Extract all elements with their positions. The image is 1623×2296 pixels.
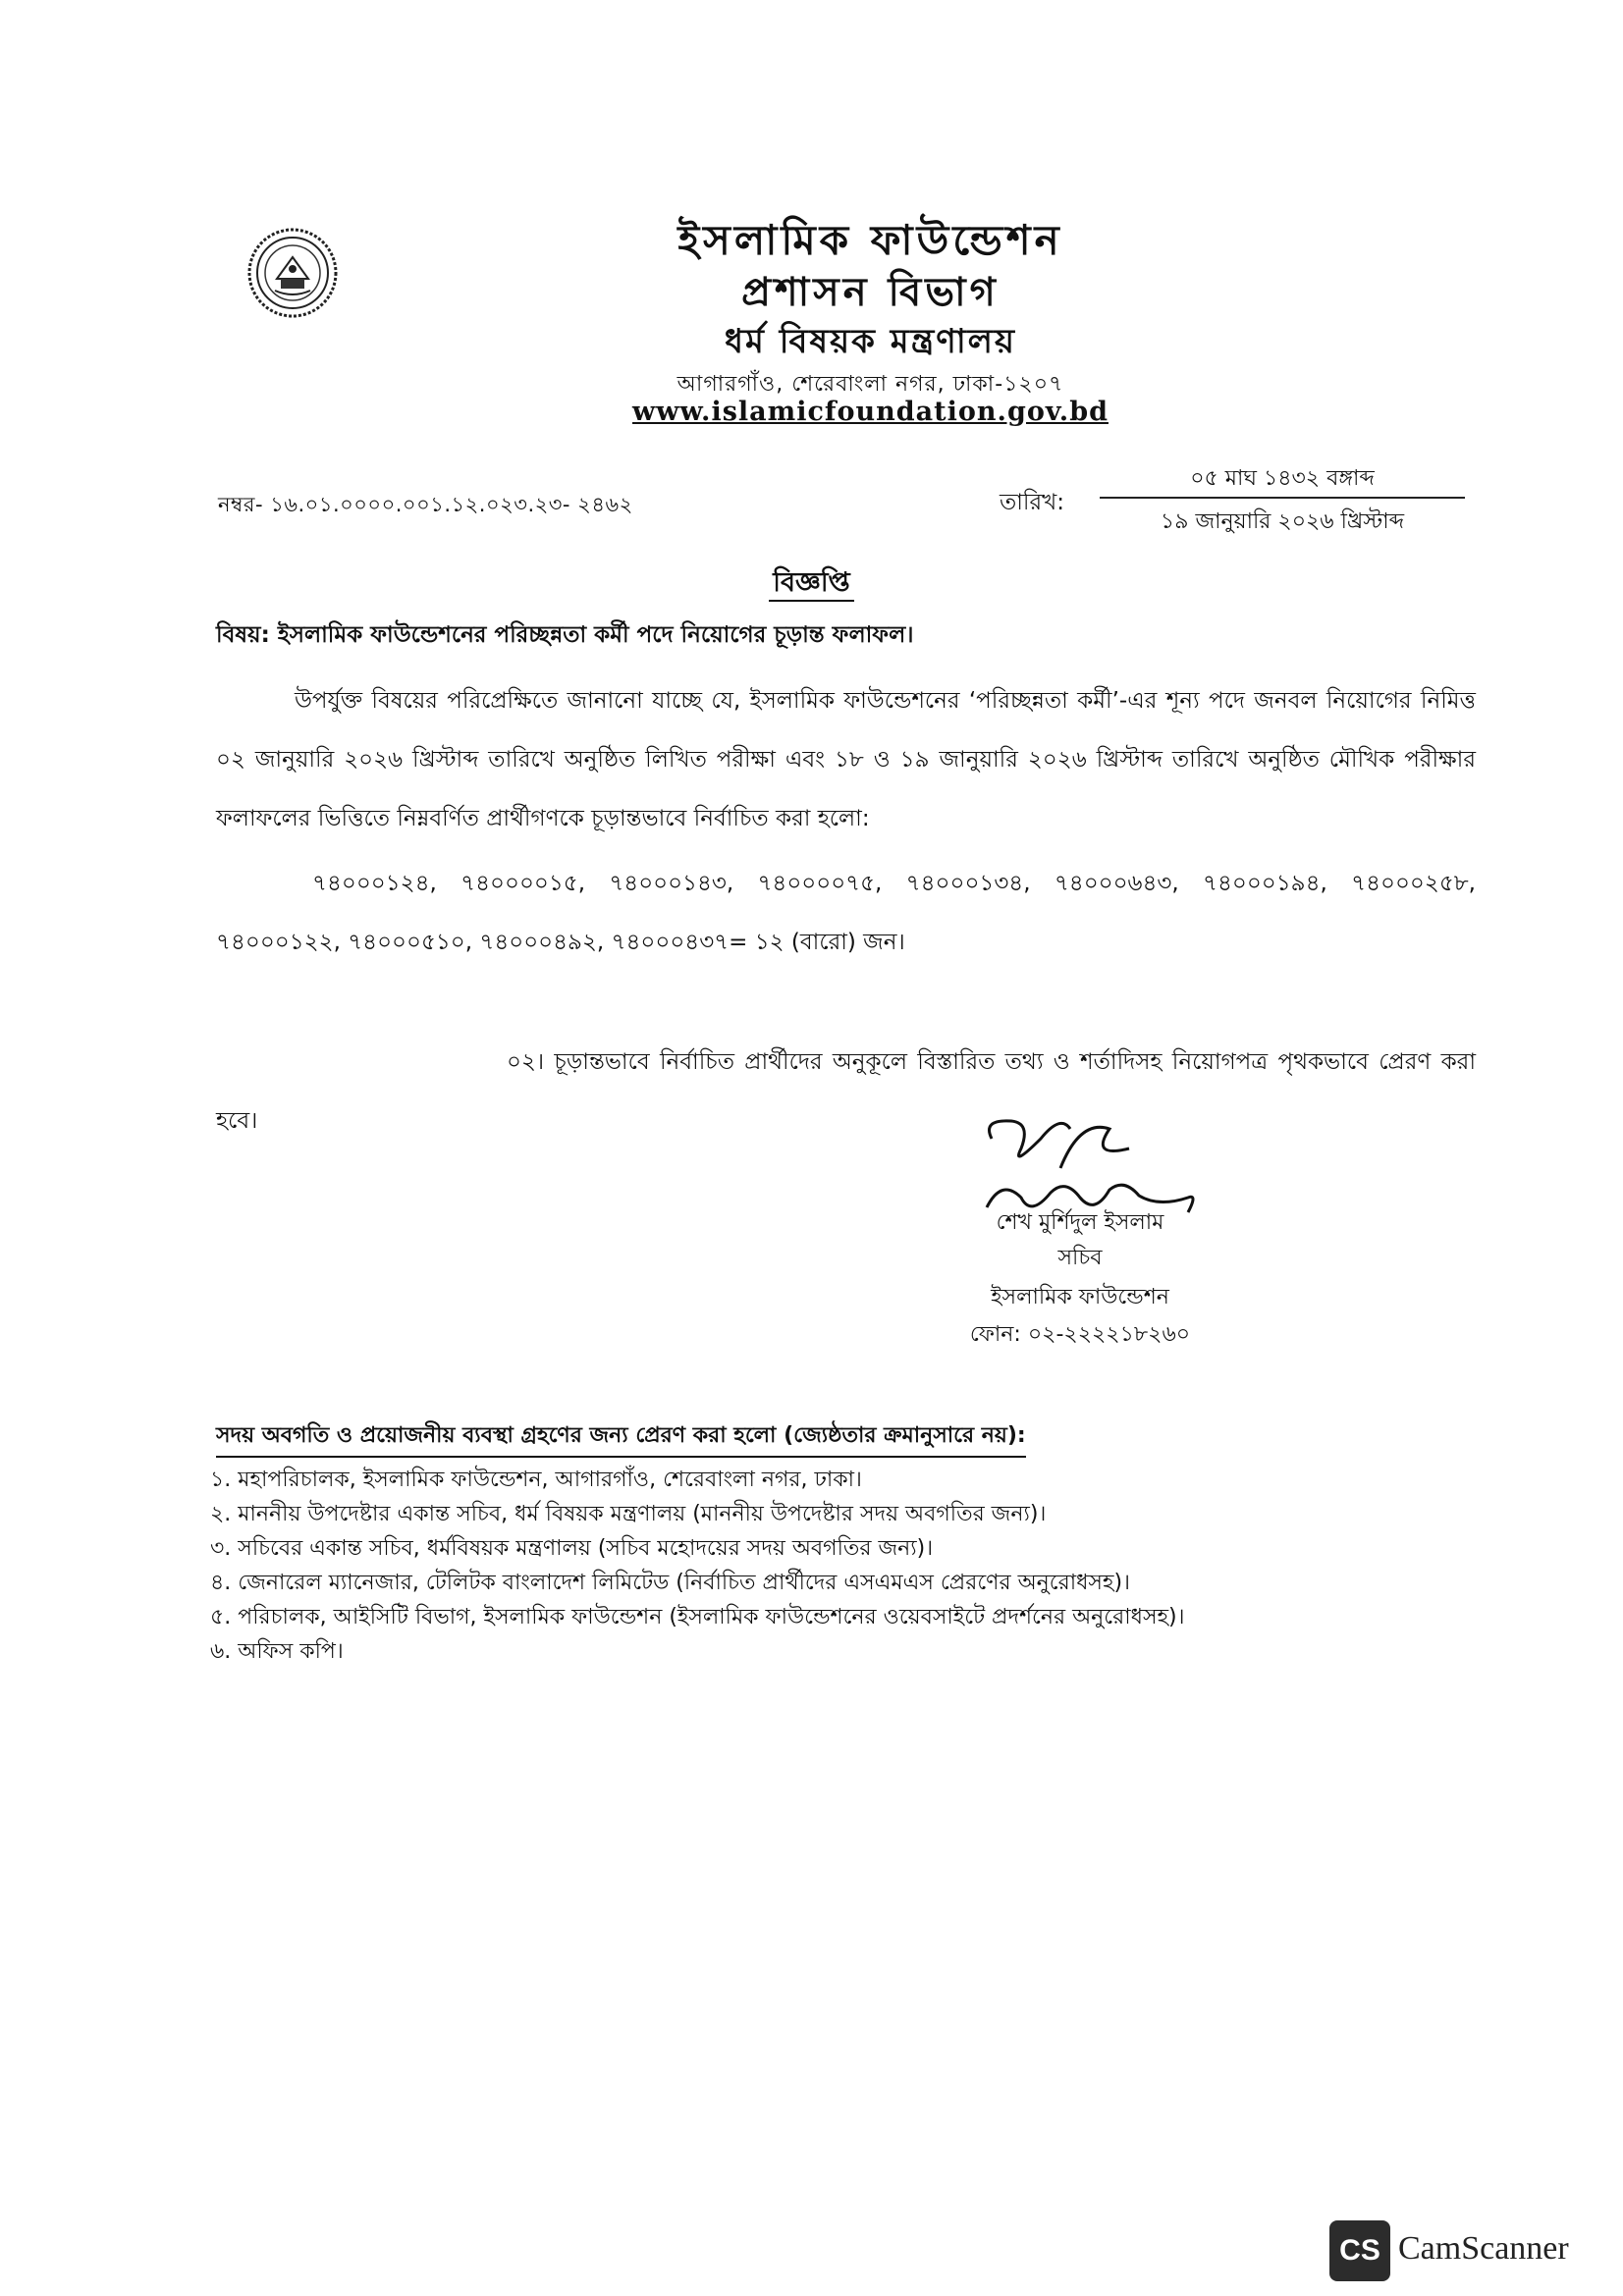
signatory-organization: ইসলামিক ফাউন্ডেশন xyxy=(991,1285,1169,1309)
office-address: আগারগাঁও, শেরেবাংলা নগর, ঢাকা-১২০৭ xyxy=(676,372,1064,397)
distribution-item: ৩. সচিবের একান্ত সচিব, ধর্মবিষয়ক মন্ত্রণালয় (সচিব মহোদয়ের সদয় অবগতির জন্য)। xyxy=(210,1536,934,1561)
date-gregorian: ১৯ জানুয়ারি ২০২৬ খ্রিস্টাব্দ xyxy=(1160,509,1405,534)
date-label: তারিখ: xyxy=(1000,490,1065,515)
distribution-item: ৬. অফিস কপি। xyxy=(210,1639,344,1664)
date-divider xyxy=(1100,497,1465,499)
distribution-item: ১. মহাপরিচালক, ইসলামিক ফাউন্ডেশন, আগারগাঁও, শেরেবাংলা নগর, ঢাকা। xyxy=(210,1468,862,1492)
subject-line: বিষয়: ইসলামিক ফাউন্ডেশনের পরিচ্ছন্নতা কর্মী পদে নিয়োগের চূড়ান্ত ফলাফল। xyxy=(216,622,914,648)
signatory-title: সচিব xyxy=(1057,1246,1103,1270)
distribution-item: ২. মাননীয় উপদেষ্টার একান্ত সচিব, ধর্ম বিষয়ক মন্ত্রণালয় (মাননীয় উপদেষ্টার সদয় অবগতির জন্য)। xyxy=(210,1502,1047,1526)
notice-title-text: বিজ্ঞপ্তি xyxy=(769,567,854,602)
distribution-heading: সদয় অবগতি ও প্রয়োজনীয় ব্যবস্থা গ্রহণের জন্য প্রেরণ করা হলো (জ্যেষ্ঠতার ক্রমানুসারে নয়): xyxy=(216,1418,1026,1458)
organization-name: ইসলামিক ফাউন্ডেশন xyxy=(677,216,1063,264)
body-paragraph-1: উপর্যুক্ত বিষয়ের পরিপ্রেক্ষিতে জানানো যাচ্ছে যে, ইসলামিক ফাউন্ডেশনের ‘পরিচ্ছন্নতা কর্মী’-এর শূন্য পদে জনবল নিয়োগের নিমিত্ত ০২ জানুয়ারি ২০২৬ খ্রিস্টাব্দ তারিখে অনুষ্ঠিত লিখিত পরীক্ষা এবং ১৮ ও ১৯ জানুয়ারি ২০২৬ খ্রিস্টাব্দ তারিখে অনুষ্ঠিত মৌখিক পরীক্ষার ফলাফলের ভিত্তিতে নিম্নবর্ণিত প্রার্থীগণকে চূড়ান্তভাবে নির্বাচিত করা হলো: xyxy=(216,688,1476,831)
selected-roll-numbers: ৭৪০০০১২৪, ৭৪০০০০১৫, ৭৪০০০১৪৩, ৭৪০০০০৭৫, ৭৪০০০১৩৪, ৭৪০০০৬৪৩, ৭৪০০০১৯৪, ৭৪০০০২৫৮, ৭৪০০০১২২, ৭৪০০০৫১০, ৭৪০০০৪৯২, ৭৪০০০৪৩৭= ১২ (বারো) জন। xyxy=(216,871,1476,955)
signatory-phone: ফোন: ০২-২২২২১৮২৬০ xyxy=(969,1322,1191,1347)
memo-number: নম্বর- ১৬.০১.০০০০.০০১.১২.০২৩.২৩- ২৪৬২ xyxy=(218,493,633,516)
date-bangla: ০৫ মাঘ ১৪৩২ বঙ্গাব্দ xyxy=(1190,466,1375,491)
notice-title xyxy=(0,562,1623,607)
signatory-name: শেখ মুর্শিদুল ইসলাম xyxy=(996,1210,1164,1235)
camscanner-watermark: CamScanner xyxy=(1398,2230,1569,2267)
distribution-item: ৫. পরিচালক, আইসিটি বিভাগ, ইসলামিক ফাউন্ডেশন (ইসলামিক ফাউন্ডেশনের ওয়েবসাইটে প্রদর্শনের অনুরোধসহ)। xyxy=(210,1605,1185,1629)
ministry-name: ধর্ম বিষয়ক মন্ত্রণালয় xyxy=(724,322,1017,361)
camscanner-logo-icon: CS xyxy=(1329,2220,1390,2281)
distribution-list xyxy=(210,1463,1184,1669)
body-paragraph-2: ০২। চূড়ান্তভাবে নির্বাচিত প্রার্থীদের অনুকূলে বিস্তারিত তথ্য ও শর্তাদিসহ নিয়োগপত্র পৃথকভাবে প্রেরণ করা হবে। xyxy=(216,1049,1476,1134)
distribution-item: ৪. জেনারেল ম্যানেজার, টেলিটক বাংলাদেশ লিমিটেড (নির্বাচিত প্রার্থীদের এসএমএস প্রেরণের অনুরোধসহ)। xyxy=(210,1571,1130,1595)
department-name: প্রশাসন বিভাগ xyxy=(741,269,1000,315)
website-link[interactable]: www.islamicfoundation.gov.bd xyxy=(632,397,1109,427)
